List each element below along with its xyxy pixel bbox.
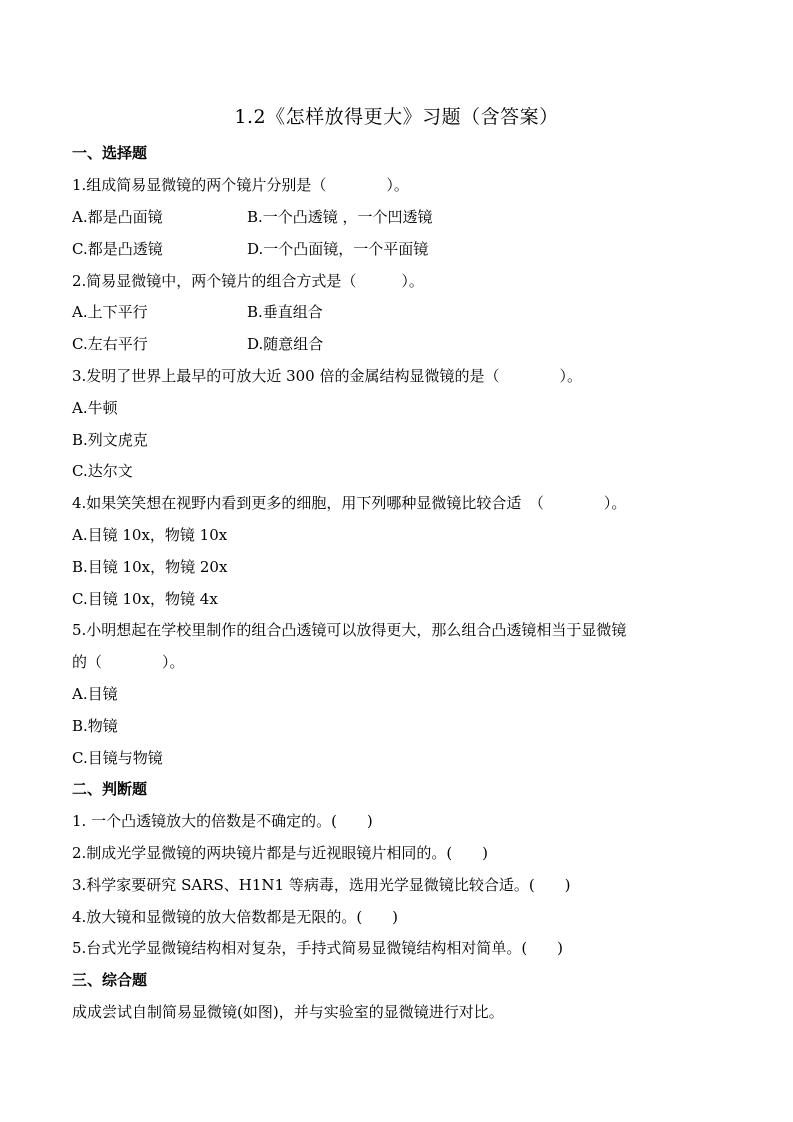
question-4-option-c: C.目镜 10x，物镜 4x	[72, 590, 218, 608]
question-3-option-c: C.达尔文	[72, 462, 133, 480]
question-2-option-a: A.上下平行	[72, 303, 148, 321]
judgement-item-4: 4.放大镜和显微镜的放大倍数都是无限的。( )	[72, 908, 399, 926]
question-5-option-c: C.目镜与物镜	[72, 749, 163, 767]
question-1-option-b: B.一个凸透镜 ，一个凹透镜	[247, 208, 433, 226]
question-2-stem: 2.简易显微镜中，两个镜片的组合方式是（ ）。	[72, 272, 424, 290]
document-title: 1.2《怎样放得更大》习题（含答案）	[234, 106, 559, 128]
question-5-stem-line2: 的（ ）。	[72, 653, 185, 671]
question-4-option-a: A.目镜 10x，物镜 10x	[72, 526, 228, 544]
judgement-item-1: 1. 一个凸透镜放大的倍数是不确定的。( )	[72, 812, 373, 830]
question-5-option-b: B.物镜	[72, 717, 118, 735]
question-1-option-c: C.都是凸透镜	[72, 240, 163, 258]
question-4-option-b: B.目镜 10x，物镜 20x	[72, 558, 228, 576]
judgement-item-2: 2.制成光学显微镜的两块镜片都是与近视眼镜片相同的。( )	[72, 844, 489, 862]
section-heading-choice: 一、选择题	[72, 144, 148, 162]
question-1-option-a: A.都是凸面镜	[72, 208, 163, 226]
question-4-stem: 4.如果笑笑想在视野内看到更多的细胞，用下列哪种显微镜比较合适 （ ）。	[72, 494, 627, 512]
question-3-option-b: B.列文虎克	[72, 431, 148, 449]
question-2-option-b: B.垂直组合	[247, 303, 323, 321]
question-3-stem: 3.发明了世界上最早的可放大近 300 倍的金属结构显微镜的是（ ）。	[72, 367, 582, 385]
question-5-option-a: A.目镜	[72, 685, 118, 703]
judgement-item-3: 3.科学家要研究 SARS、H1N1 等病毒，选用光学显微镜比较合适。( )	[72, 876, 571, 894]
question-1-option-d: D.一个凸面镜，一个平面镜	[247, 240, 429, 258]
comprehensive-question-text: 成成尝试自制简易显微镜(如图)，并与实验室的显微镜进行对比。	[72, 1003, 504, 1021]
question-2-option-c: C.左右平行	[72, 335, 148, 353]
question-5-stem-line1: 5.小明想起在学校里制作的组合凸透镜可以放得更大，那么组合凸透镜相当于显微镜	[72, 621, 627, 639]
question-1-stem: 1.组成简易显微镜的两个镜片分别是（ ）。	[72, 176, 409, 194]
section-heading-comprehensive: 三、综合题	[72, 971, 148, 989]
section-heading-judgement: 二、判断题	[72, 780, 148, 798]
question-3-option-a: A.牛顿	[72, 399, 118, 417]
question-2-option-d: D.随意组合	[247, 335, 324, 353]
judgement-item-5: 5.台式光学显微镜结构相对复杂，手持式简易显微镜结构相对简单。( )	[72, 939, 564, 957]
